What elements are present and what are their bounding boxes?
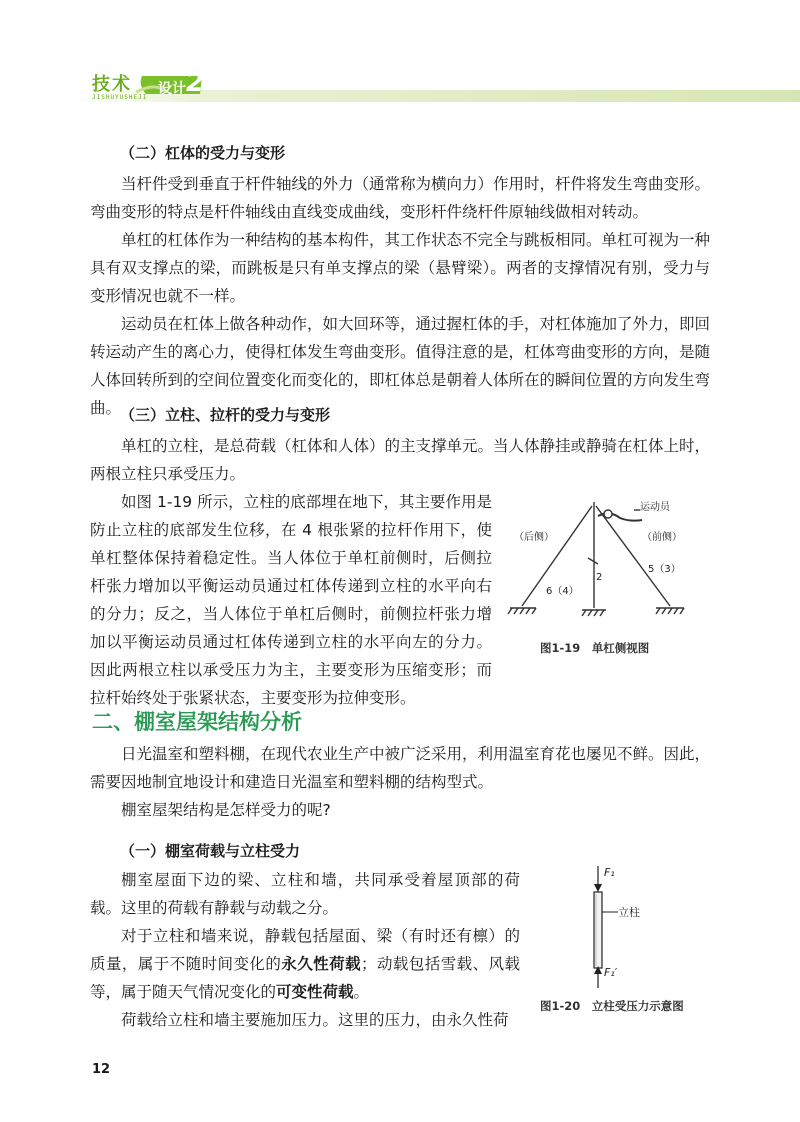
figure-caption-1-19: 图1-19 单杠侧视图 <box>540 641 650 655</box>
paragraph: 单杠的杠体作为一种结构的基本构件，其工作状态不完全与跳板相同。单杠可视为一种具有双支撑点的梁，而跳板是只有单支撑点的梁（悬臂梁）。两者的支撑情况有别，受力与变形情况也就不一样。 <box>90 231 711 305</box>
text-span: 对于立柱和墙来说，静载包括屋面、梁（有时还有檩）的质量，属于不随时间变化的 <box>90 927 520 973</box>
section-title-greenhouse: （一）棚室荷载与立柱受力 <box>120 842 301 860</box>
logo-badge-number: 2 <box>186 68 205 98</box>
section-title-rod: （二）杠体的受力与变形 <box>120 144 286 162</box>
section-title-post: （三）立柱、拉杆的受力与变形 <box>120 406 331 424</box>
label-part-5: 5（3） <box>648 564 681 575</box>
label-force-f1-prime: F₁′ <box>604 966 618 979</box>
term-variable-load: 可变性荷载 <box>276 983 354 1001</box>
logo-badge-text: 设计 <box>158 81 186 97</box>
paragraph: 棚室屋架结构是怎样受力的呢? <box>121 801 331 819</box>
logo-subtext: JISHUYUSHEJI <box>92 94 148 101</box>
label-front-side: （前侧） <box>642 532 682 543</box>
label-post: 立柱 <box>618 906 640 919</box>
label-part-6: 6（4） <box>546 586 579 597</box>
term-permanent-load: 永久性荷载 <box>281 955 361 973</box>
paragraph: 日光温室和塑料棚，在现代农业生产中被广泛采用，利用温室育花也屡见不鲜。因此，需要因地制宜地设计和建造日光温室和塑料棚的结构型式。 <box>90 745 711 791</box>
label-athlete: 运动员 <box>640 502 670 513</box>
paragraph: 当杆件受到垂直于杆件轴线的外力（通常称为横向力）作用时，杆件将发生弯曲变形。弯曲变形的特点是杆件轴线由直线变成曲线，变形杆件绕杆件原轴线做相对转动。 <box>90 175 711 221</box>
figure-post-compression-diagram <box>580 862 670 992</box>
label-part-2: 2 <box>596 572 603 583</box>
chapter-heading: 二、棚室屋架结构分析 <box>92 710 302 734</box>
figure-caption-1-20: 图1-20 立柱受压力示意图 <box>540 999 684 1013</box>
paragraph: 运动员在杠体上做各种动作，如大回环等，通过握杠体的手，对杠体施加了外力，即回转运动产生的离心力，使得杠体发生弯曲变形。值得注意的是，杠体弯曲变形的方向，是随人体回转所到的空间位置变化而变化的，即杠体总是朝着人体所在的瞬间位置的方向发生弯曲。 <box>90 315 711 417</box>
text-span: 。 <box>353 983 370 1001</box>
logo-text: 技术 <box>92 74 132 95</box>
paragraph <box>90 922 520 1006</box>
label-back-side: （后侧） <box>514 532 554 543</box>
figure-horizontal-bar-diagram <box>502 488 712 636</box>
label-force-f1: F₁ <box>604 866 615 879</box>
paragraph: 荷载给立柱和墙主要施加压力。这里的压力，由永久性荷 <box>121 1011 509 1029</box>
paragraph: 棚室屋面下边的梁、立柱和墙，共同承受着屋顶部的荷载。这里的荷载有静载与动载之分。 <box>90 871 520 917</box>
page-number: 12 <box>92 1062 111 1077</box>
paragraph: 如图 1-19 所示，立柱的底部埋在地下，其主要作用是防止立柱的底部发生位移，在 4 根张紧的拉杆作用下，使单杠整体保持着稳定性。当人体位于单杠前侧时，后侧拉杆张力增加以平衡运动员通过杠体传递到立柱的水平向右的分力；反之，当人体位于单杠后侧时，前侧拉杆张力增加以平衡运动员通过杠体传递到立柱的水平向左的分力。因此两根立柱以承受压力为主，主要变形为压缩变形；而拉杆始终处于张紧状态，主要变形为拉伸变形。 <box>90 493 492 707</box>
paragraph: 单杠的立柱，是总荷载（杠体和人体）的主支撑单元。当人体静挂或静骑在杠体上时，两根立柱只承受压力。 <box>90 437 711 483</box>
text-span: ；动载包括雪载、风载等，属于随天气情况变化的 <box>90 955 520 1001</box>
